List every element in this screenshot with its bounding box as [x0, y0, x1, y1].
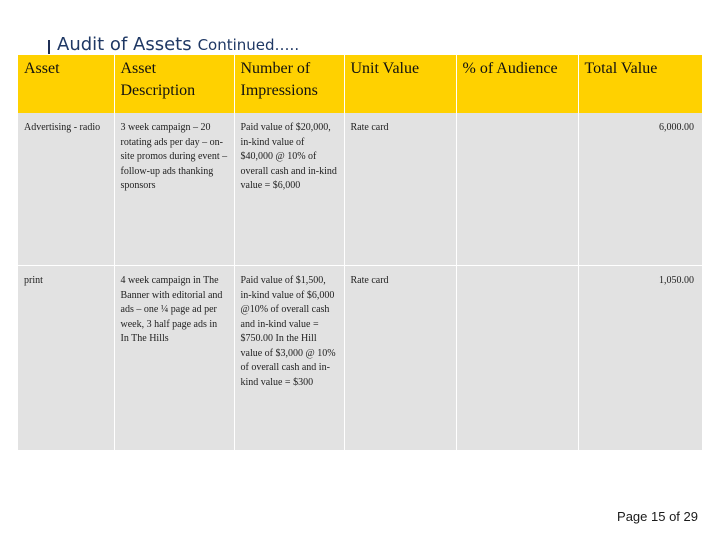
cell-impressions: Paid value of $1,500, in-kind value of $6,000 @10% of overall cash and in-kind value = $750.00 In the Hill value of $3,000 @ 10% of overall cash and in-kind value = $300 — [234, 266, 344, 451]
title-continued: Continued….. — [197, 36, 300, 54]
cell-description: 4 week campaign in The Banner with editorial and ads – one ¼ page ad per week, 3 half page ads in In The Hills — [114, 266, 234, 451]
cell-total: 6,000.00 — [578, 113, 702, 266]
table-header-row — [18, 55, 702, 113]
cell-unit-value: Rate card — [344, 113, 456, 266]
cell-impressions: Paid value of $20,000, in-kind value of $40,000 @ 10% of overall cash and in-kind value = $6,000 — [234, 113, 344, 266]
cell-unit-value: Rate card — [344, 266, 456, 451]
header-unit-value: Unit Value — [344, 55, 456, 113]
page-number: Page 15 of 29 — [617, 509, 698, 524]
header-impressions: Number of Impressions — [234, 55, 344, 113]
assets-table — [18, 55, 702, 450]
title-main: Audit of Assets — [57, 34, 192, 55]
header-asset: Asset — [18, 55, 114, 113]
header-total: Total Value — [578, 55, 702, 113]
page-title — [48, 30, 299, 56]
table-row — [18, 266, 702, 451]
cell-asset: print — [18, 266, 114, 451]
cell-audience — [456, 266, 578, 451]
cell-total: 1,050.00 — [578, 266, 702, 451]
cell-asset: Advertising - radio — [18, 113, 114, 266]
header-description: Asset Description — [114, 55, 234, 113]
table-row — [18, 113, 702, 266]
cell-description: 3 week campaign – 20 rotating ads per day – on-site promos during event – follow-up ads thanking sponsors — [114, 113, 234, 266]
cell-audience — [456, 113, 578, 266]
header-audience: % of Audience — [456, 55, 578, 113]
title-marker — [48, 40, 50, 54]
